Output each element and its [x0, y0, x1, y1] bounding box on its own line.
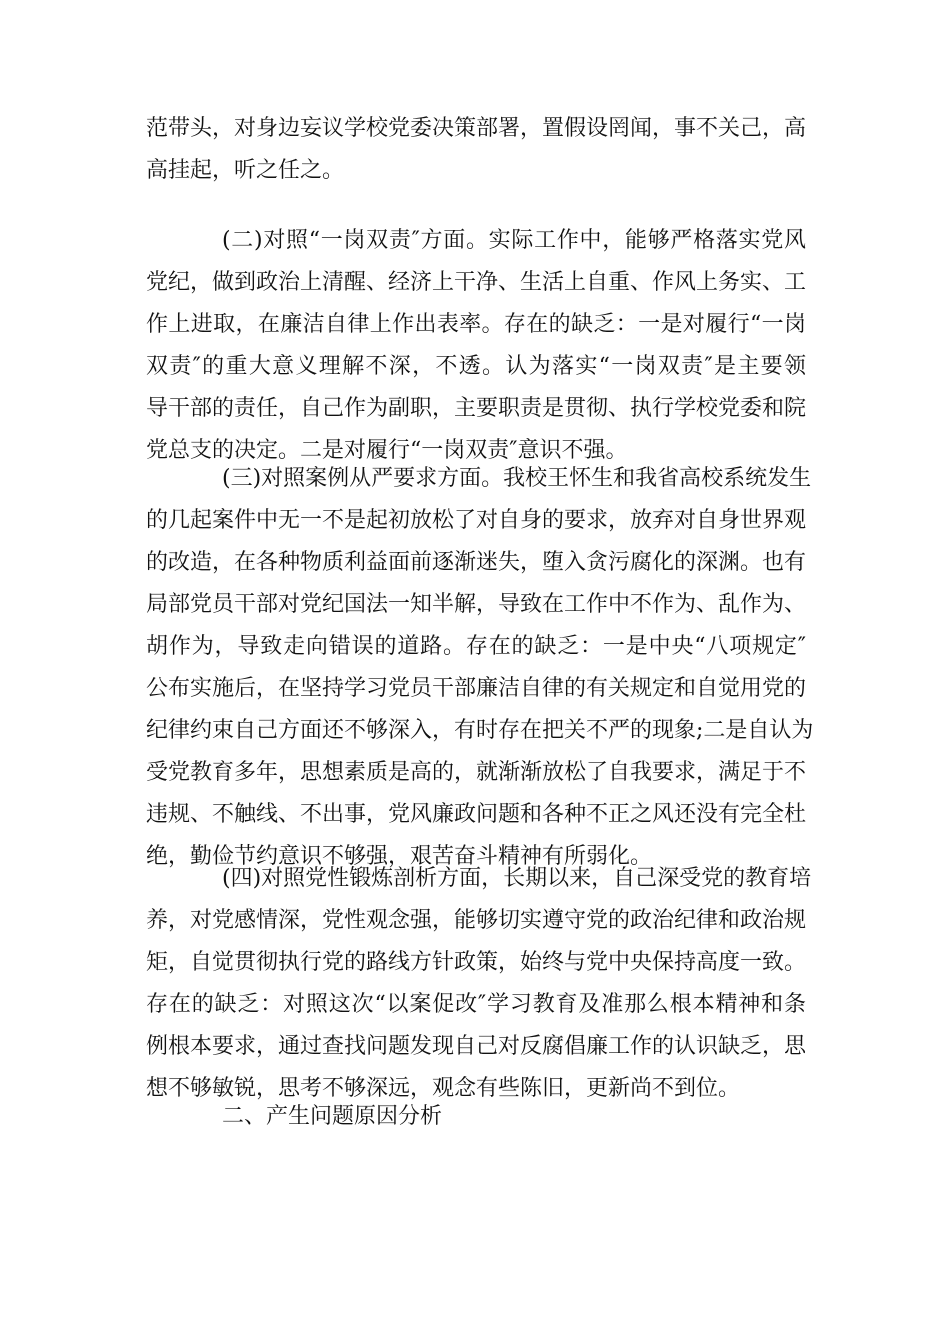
- text-line: 存在的缺乏：对照这次“以案促改″学习教育及准那么根本精神和条: [146, 992, 806, 1017]
- text-line: 党总支的决定。二是对履行“一岗双责″意识不强。: [146, 438, 628, 463]
- paragraph-section-3: [146, 458, 814, 878]
- text-line: 受党教育多年，思想素质是高的，就渐渐放松了自我要求，满足于不: [146, 760, 807, 785]
- text-line: 作上进取，在廉洁自律上作出表率。存在的缺乏：一是对履行“一岗: [146, 312, 806, 337]
- section-heading: [146, 1096, 806, 1138]
- text-line: 的几起案件中无一不是起初放松了对自身的要求，放弃对自身世界观: [146, 508, 807, 533]
- section-heading-text: 二、产生问题原因分析: [222, 1104, 443, 1129]
- text-line: 例根本要求，通过查找问题发现自己对反腐倡廉工作的认识缺乏，思: [146, 1034, 807, 1059]
- text-line: 纪律约束自己方面还不够深入，有时存在把关不严的现象;二是自认为: [146, 718, 814, 743]
- text-line: 的改造，在各种物质利益面前逐渐迷失，堕入贪污腐化的深渊。也有: [146, 550, 807, 575]
- text-line: 矩，自觉贯彻执行党的路线方针政策，始终与党中央保持高度一致。: [146, 950, 807, 975]
- paragraph-continuation: [146, 108, 806, 192]
- text-line: (三)对照案例从严要求方面。我校王怀生和我省高校系统发生: [222, 466, 812, 491]
- text-line: 范带头，对身边妄议学校党委决策部署，置假设罔闻，事不关己，高: [146, 116, 807, 141]
- paragraph-section-2: [146, 220, 806, 472]
- paragraph-section-4: [146, 858, 812, 1110]
- text-line: (四)对照党性锻炼剖析方面，长期以来，自己深受党的教育培: [222, 866, 812, 891]
- text-line: 养，对党感情深，党性观念强，能够切实遵守党的政治纪律和政治规: [146, 908, 807, 933]
- text-line: 绝，勤俭节约意识不够强，艰苦奋斗精神有所弱化。: [146, 844, 653, 869]
- text-line: (二)对照“一岗双责″方面。实际工作中，能够严格落实党风: [222, 228, 806, 253]
- text-line: 胡作为，导致走向错误的道路。存在的缺乏：一是中央“八项规定″: [146, 634, 806, 659]
- text-line: 公布实施后，在坚持学习党员干部廉洁自律的有关规定和自觉用党的: [146, 676, 807, 701]
- text-line: 双责″的重大意义理解不深，不透。认为落实“一岗双责″是主要领: [146, 354, 806, 379]
- text-line: 违规、不触线、不出事，党风廉政问题和各种不正之风还没有完全杜: [146, 802, 807, 827]
- text-line: 想不够敏锐，思考不够深远，观念有些陈旧，更新尚不到位。: [146, 1076, 741, 1101]
- text-line: 高挂起，听之任之。: [146, 158, 345, 183]
- text-line: 导干部的责任，自己作为副职，主要职责是贯彻、执行学校党委和院: [146, 396, 807, 421]
- text-line: 局部党员干部对党纪国法一知半解，导致在工作中不作为、乱作为、: [146, 592, 807, 617]
- text-line: 党纪，做到政治上清醒、经济上干净、生活上自重、作风上务实、工: [146, 270, 807, 295]
